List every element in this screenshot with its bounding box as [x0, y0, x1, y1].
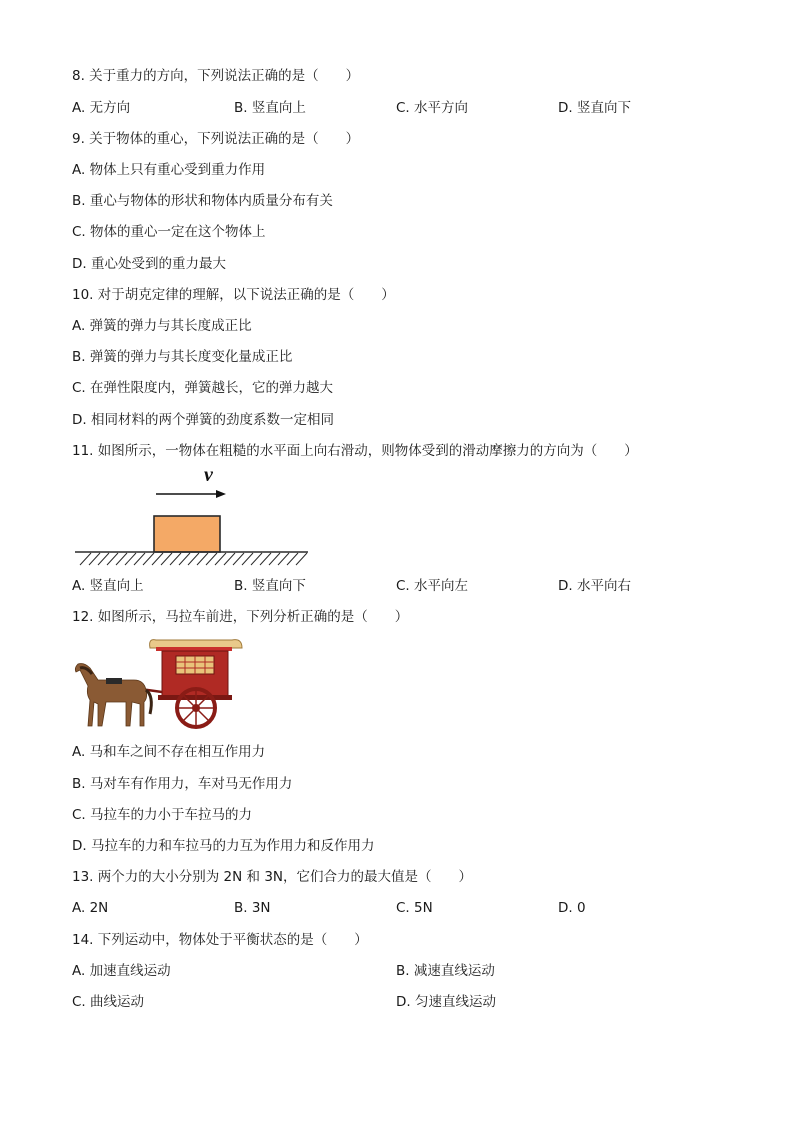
question-14-option-a: A. 加速直线运动: [72, 963, 171, 979]
question-13-option-d: D. 0: [558, 900, 586, 916]
question-8-option-c: C. 水平方向: [396, 100, 469, 116]
velocity-arrowhead: [216, 490, 226, 498]
question-9-option-d: D. 重心处受到的重力最大: [72, 256, 226, 272]
question-14-stem: 14. 下列运动中，物体处于平衡状态的是（ ）: [72, 932, 368, 948]
velocity-label: v: [204, 464, 213, 486]
question-9-option-c: C. 物体的重心一定在这个物体上: [72, 224, 266, 240]
question-12-stem: 12. 如图所示，马拉车前进，下列分析正确的是（ ）: [72, 609, 409, 625]
question-10-option-a: A. 弹簧的弹力与其长度成正比: [72, 318, 252, 334]
question-14-option-c: C. 曲线运动: [72, 994, 145, 1010]
cart-roof: [150, 640, 242, 651]
question-13-stem: 13. 两个力的大小分别为 2N 和 3N，它们合力的最大值是（ ）: [72, 869, 473, 885]
question-10-option-c: C. 在弹性限度内，弹簧越长，它的弹力越大: [72, 380, 334, 396]
question-10-stem: 10. 对于胡克定律的理解，以下说法正确的是（ ）: [72, 287, 395, 303]
question-11-stem: 11. 如图所示，一物体在粗糙的水平面上向右滑动，则物体受到的滑动摩擦力的方向为（ ）: [72, 443, 638, 459]
question-8-option-a: A. 无方向: [72, 100, 131, 116]
sliding-block-figure: [72, 462, 314, 572]
question-8-option-b: B. 竖直向上: [234, 100, 306, 116]
question-9-option-b: B. 重心与物体的形状和物体内质量分布有关: [72, 193, 333, 209]
question-8-option-d: D. 竖直向下: [558, 100, 631, 116]
horse: [75, 664, 151, 727]
question-14-option-b: B. 减速直线运动: [396, 963, 495, 979]
question-8-stem: 8. 关于重力的方向，下列说法正确的是（ ）: [72, 68, 360, 84]
question-12-option-b: B. 马对车有作用力，车对马无作用力: [72, 776, 293, 792]
question-13-option-a: A. 2N: [72, 900, 109, 916]
cart-wheel: [177, 689, 215, 727]
question-10-option-d: D. 相同材料的两个弹簧的劲度系数一定相同: [72, 412, 334, 428]
question-9-stem: 9. 关于物体的重心，下列说法正确的是（ ）: [72, 131, 360, 147]
question-11-option-c: C. 水平向左: [396, 578, 469, 594]
question-13-option-b: B. 3N: [234, 900, 271, 916]
question-11-option-a: A. 竖直向上: [72, 578, 144, 594]
question-13-option-c: C. 5N: [396, 900, 433, 916]
question-14-option-d: D. 匀速直线运动: [396, 994, 496, 1010]
question-11-option-d: D. 水平向右: [558, 578, 631, 594]
question-12-option-a: A. 马和车之间不存在相互作用力: [72, 744, 266, 760]
ground-hatching: [80, 553, 307, 565]
sliding-block: [154, 516, 220, 552]
question-12-option-d: D. 马拉车的力和车拉马的力互为作用力和反作用力: [72, 838, 375, 854]
question-12-option-c: C. 马拉车的力小于车拉马的力: [72, 807, 253, 823]
question-11-option-b: B. 竖直向下: [234, 578, 306, 594]
question-9-option-a: A. 物体上只有重心受到重力作用: [72, 162, 266, 178]
question-10-option-b: B. 弹簧的弹力与其长度变化量成正比: [72, 349, 293, 365]
horse-cart-figure: [72, 634, 248, 734]
cart-body: [158, 651, 232, 700]
